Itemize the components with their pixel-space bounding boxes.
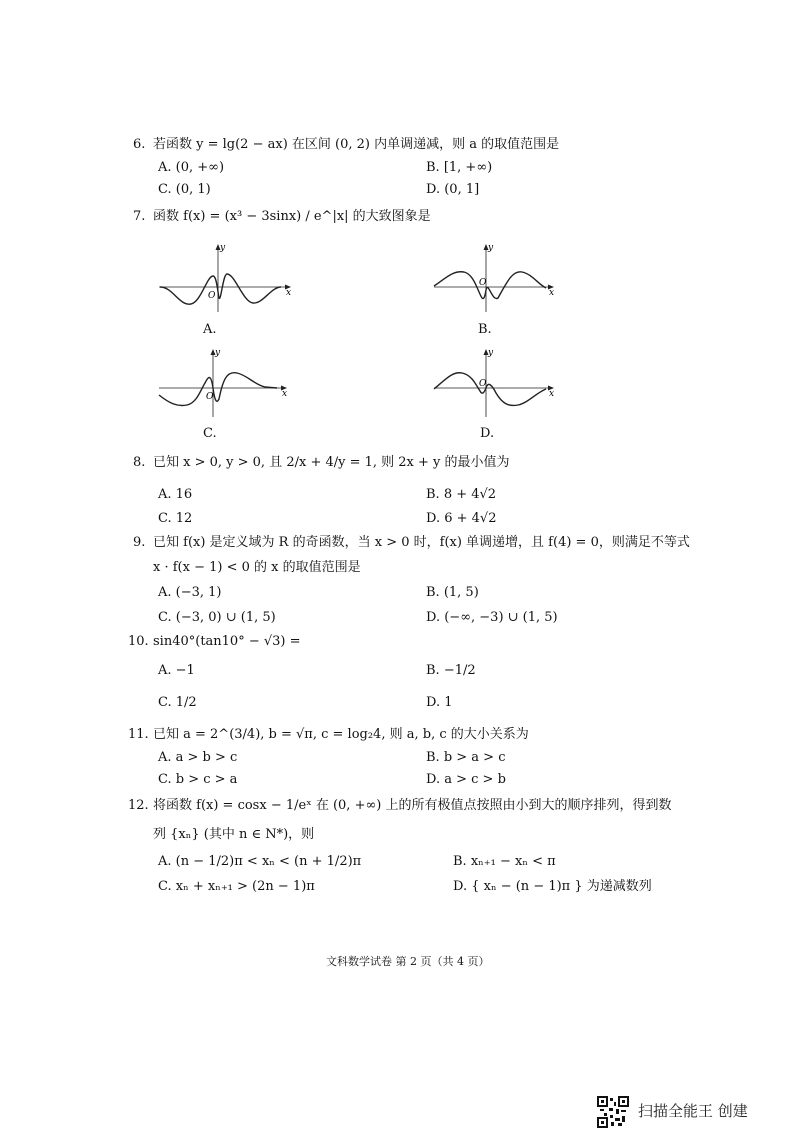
question-8-option-a: A. 16	[158, 487, 193, 502]
question-11-option-d: D. a > c > b	[426, 772, 506, 787]
question-10-option-a: A. −1	[158, 663, 195, 678]
graph-d-y-label: y	[488, 348, 494, 358]
question-11-option-b: B. b > a > c	[426, 750, 506, 765]
graph-b-x-label: x	[549, 288, 555, 298]
question-10-stem: sin40°(tan10° − √3) =	[153, 634, 301, 649]
graph-b	[430, 240, 560, 315]
question-9-option-a: A. (−3, 1)	[158, 585, 222, 600]
question-9-number: 9.	[133, 535, 146, 550]
graph-b-origin: O	[479, 278, 487, 288]
question-8-option-c: C. 12	[158, 511, 193, 526]
question-10-option-b: B. −1/2	[426, 663, 476, 678]
graph-d-x-label: x	[549, 389, 555, 399]
graph-c-y-label: y	[215, 348, 221, 358]
question-8-option-d: D. 6 + 4√2	[426, 511, 497, 526]
question-12-option-a: A. (n − 1/2)π < xₙ < (n + 1/2)π	[158, 854, 362, 869]
question-12-option-d: D. { xₙ − (n − 1)π } 为递减数列	[453, 879, 652, 894]
question-6-option-a: A. (0, +∞)	[158, 160, 225, 175]
graph-a-label: A.	[203, 322, 217, 337]
graph-c-curve	[159, 373, 277, 406]
question-11-number: 11.	[128, 727, 149, 742]
question-11-option-c: C. b > c > a	[158, 772, 238, 787]
question-7-number: 7.	[133, 209, 146, 224]
page-footer: 文科数学试卷 第 2 页（共 4 页）	[326, 955, 490, 968]
question-6-number: 6.	[133, 137, 146, 152]
graph-d-curve	[434, 373, 546, 406]
graph-a-curve	[160, 274, 281, 304]
question-12-stem: 将函数 f(x) = cosx − 1/eˣ 在 (0, +∞) 上的所有极值点按照由小到大的顺序排列，得到数	[153, 798, 672, 813]
question-9-stem-line2: x · f(x − 1) < 0 的 x 的取值范围是	[153, 560, 361, 575]
question-6-option-c: C. (0, 1)	[158, 182, 211, 197]
graph-b-y-label: y	[488, 243, 494, 253]
graph-a-x-label: x	[286, 288, 292, 298]
graph-a-y-label: y	[220, 243, 226, 253]
question-11-option-a: A. a > b > c	[158, 750, 238, 765]
graph-b-label: B.	[478, 322, 492, 337]
question-10-number: 10.	[128, 634, 149, 649]
graph-c	[155, 345, 295, 420]
question-6-stem: 若函数 y = lg(2 − ax) 在区间 (0, 2) 内单调递减，则 a 的取值范围是	[153, 137, 560, 152]
graph-c-label: C.	[203, 426, 217, 441]
question-8-option-b: B. 8 + 4√2	[426, 487, 497, 502]
question-12-number: 12.	[128, 798, 149, 813]
question-10-option-c: C. 1/2	[158, 695, 197, 710]
question-7-stem: 函数 f(x) = (x³ − 3sinx) / e^|x| 的大致图象是	[153, 209, 431, 224]
graph-a-origin: O	[208, 291, 216, 301]
graph-d	[430, 345, 560, 420]
question-12-option-b: B. xₙ₊₁ − xₙ < π	[453, 854, 556, 869]
question-6-option-d: D. (0, 1]	[426, 182, 480, 197]
question-9-option-c: C. (−3, 0) ∪ (1, 5)	[158, 610, 276, 625]
question-9-stem: 已知 f(x) 是定义域为 R 的奇函数，当 x > 0 时，f(x) 单调递增，且 f(4) = 0，则满足不等式	[153, 535, 690, 550]
graph-d-origin: O	[479, 379, 487, 389]
scanner-watermark: 扫描全能王 创建	[638, 1102, 748, 1120]
question-8-number: 8.	[133, 455, 146, 470]
qr-code-icon	[597, 1096, 629, 1128]
question-6-option-b: B. [1, +∞)	[426, 160, 493, 175]
graph-b-curve	[434, 272, 546, 299]
question-8-stem: 已知 x > 0, y > 0, 且 2/x + 4/y = 1, 则 2x + y 的最小值为	[153, 455, 510, 470]
question-11-stem: 已知 a = 2^(3/4), b = √π, c = log₂4, 则 a, b, c 的大小关系为	[153, 727, 529, 742]
graph-d-label: D.	[480, 426, 495, 441]
question-10-option-d: D. 1	[426, 695, 453, 710]
question-12-stem-line2: 列 {xₙ} (其中 n ∈ N*)，则	[153, 827, 315, 842]
question-12-option-c: C. xₙ + xₙ₊₁ > (2n − 1)π	[158, 879, 315, 894]
question-9-option-b: B. (1, 5)	[426, 585, 479, 600]
graph-c-x-label: x	[282, 389, 288, 399]
question-9-option-d: D. (−∞, −3) ∪ (1, 5)	[426, 610, 558, 625]
graph-a	[155, 240, 295, 315]
graph-c-origin: O	[206, 392, 214, 402]
